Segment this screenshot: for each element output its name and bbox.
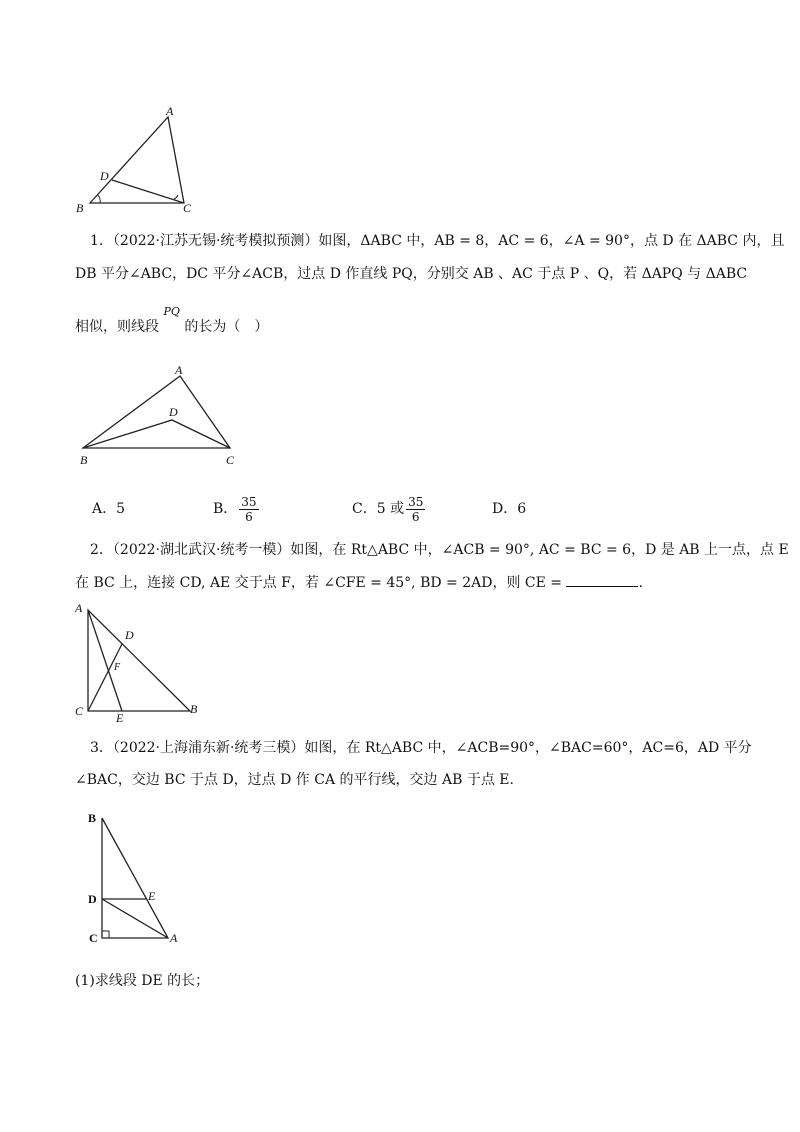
triangle-acb [88,610,190,711]
label-a: A [75,601,83,615]
segment-cd [88,644,122,711]
figure-0-triangle [70,100,210,220]
q3-line2: ∠BAC，交边 BC 于点 D，过点 D 作 CA 的平行线，交边 AB 于点 E. [75,772,514,788]
label-b: B [80,453,88,467]
figure-2-triangle [70,598,210,723]
label-d: D [169,405,178,419]
q3-subquestion-1: (1)求线段 DE 的长； [75,973,210,989]
label-a: A [175,363,183,377]
angle-b-arc [98,195,100,203]
label-e: E [116,711,124,723]
q1-option-a[interactable]: A．5 [92,501,126,517]
label-d: D [125,628,134,642]
q1-option-d[interactable]: D．6 [492,501,527,517]
segment-ae [88,610,122,711]
right-angle-mark [102,931,109,938]
figure-1-triangle [75,360,255,470]
label-f: F [114,662,121,673]
q1-line3-pre: 相似，则线段 [75,319,159,335]
label-d: D [100,169,109,183]
q3-line1: 3．（2022·上海浦东新·统考三模）如图，在 Rt△ABC 中，∠ACB=90°，∠BAC=60°，AC=6，AD 平分 [90,740,752,756]
q2-line2: 在 BC 上，连接 CD, AE 交于点 F，若 ∠CFE = 45°, BD = 2AD，则 CE = . [75,572,643,594]
label-d: D [88,892,97,906]
q1-line3-pq: PQ [163,305,180,318]
label-b: B [190,702,198,716]
q1-line3 [75,305,269,339]
triangle-bca [102,818,168,938]
triangle-abc [90,117,184,203]
fraction-35-6: $\frac{35}{6}$ [408,494,424,524]
q2-line1: 2．（2022·湖北武汉·统考一模）如图，在 Rt△ABC 中，∠ACB = 90°, AC = BC = 6，D 是 AB 上一点，点 E [90,542,789,558]
q1-option-b[interactable]: B． $\frac{35}{6}$ [213,494,257,524]
q1-option-c[interactable]: C．5 或 $\frac{35}{6}$ [352,494,424,524]
answer-blank[interactable] [566,572,638,587]
q1-line2: DB 平分∠ABC，DC 平分∠ACB，过点 D 作直线 PQ，分别交 AB 、AC 于点 P 、Q，若 ΔAPQ 与 ΔABC [75,266,748,282]
segment-da [102,899,168,938]
q1-line1: 1．（2022·江苏无锡·统考模拟预测）如图，ΔABC 中，AB = 8，AC = 6，∠A = 90°，点 D 在 ΔABC 内，且 [90,233,785,249]
fraction-35-6: $\frac{35}{6}$ [241,494,257,524]
label-b: B [88,811,97,825]
label-e: E [148,889,156,903]
label-a: A [170,931,178,945]
label-c: C [89,931,98,945]
angle-c-arc [174,195,178,199]
label-c: C [75,704,84,718]
label-b: B [76,201,84,215]
segments-bd-dc [83,420,230,448]
segment-dc [112,180,184,203]
figure-3-triangle [80,810,190,950]
label-c: C [183,201,192,215]
label-c: C [226,453,235,467]
q1-line3-post: 的长为（ ） [184,319,269,335]
label-a: A [166,104,174,118]
